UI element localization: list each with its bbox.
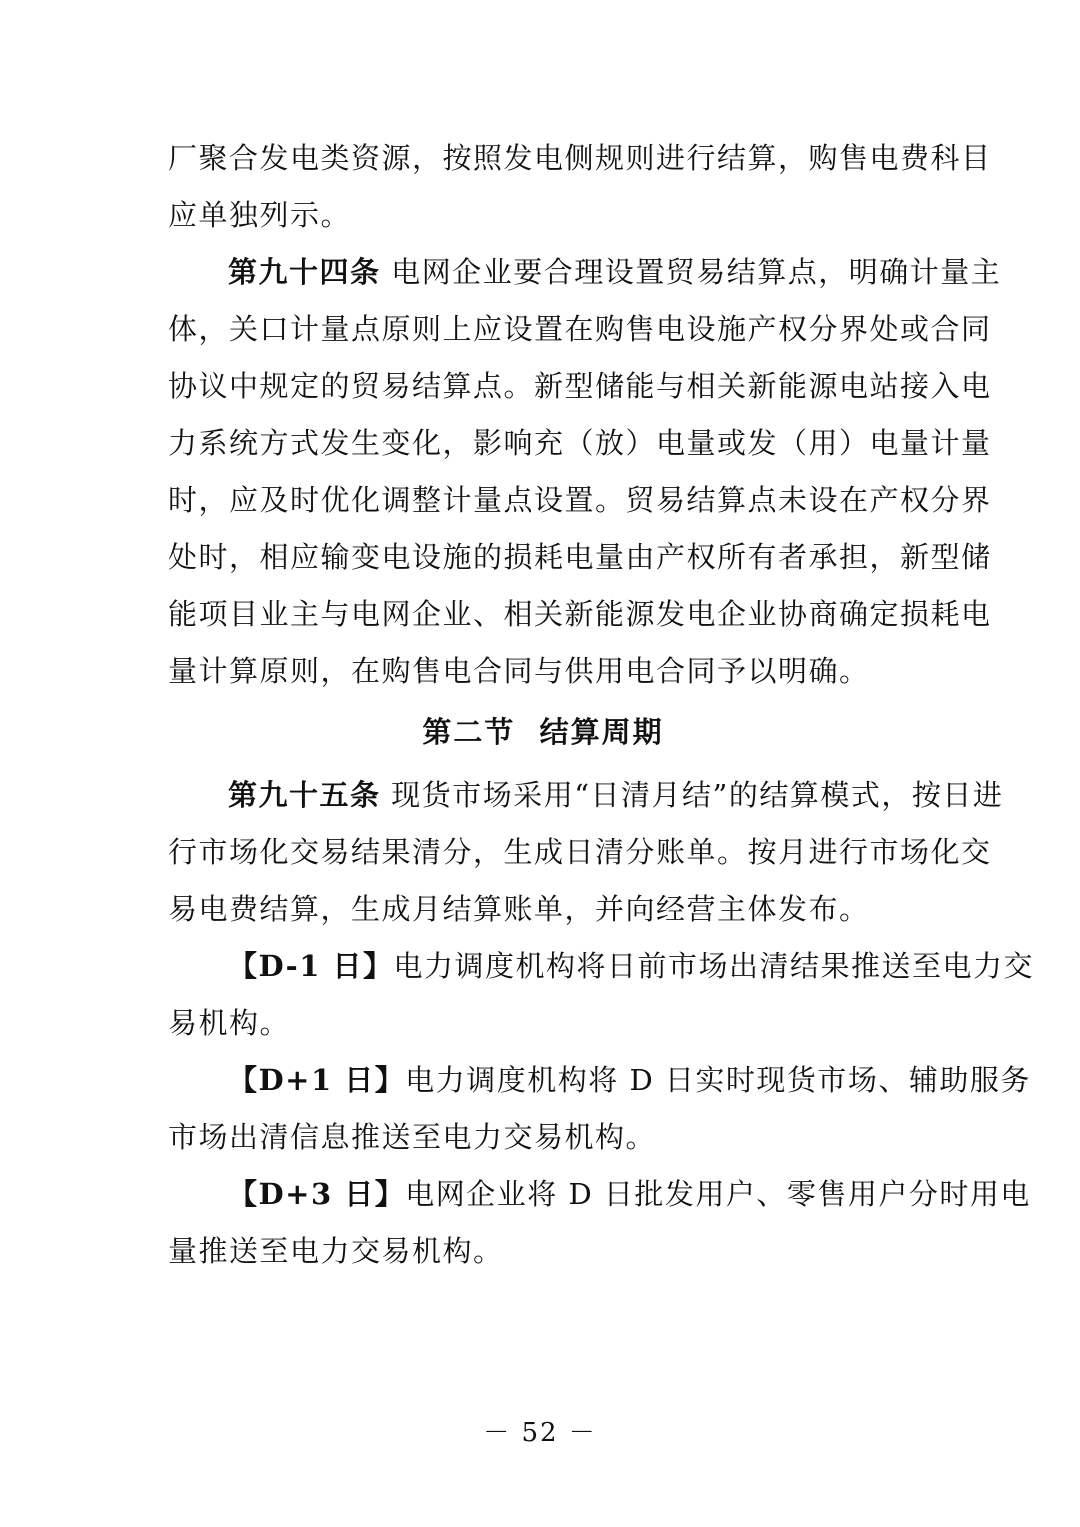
schedule-item	[168, 1052, 1031, 1166]
text-line: 体，关口计量点原则上应设置在购售电设施产权分界处或合同	[168, 312, 992, 346]
article-first-line	[168, 767, 1004, 824]
section-heading: 第二节 结算周期	[422, 715, 664, 749]
schedule-label: 【D-1 日】	[228, 949, 394, 983]
text-line: 易机构。	[168, 1006, 291, 1040]
schedule-first-line	[168, 1166, 1031, 1223]
page-number: － 52 －	[483, 1418, 597, 1448]
text-line: 应单独列示。	[168, 198, 352, 232]
paragraph-continuation	[168, 130, 992, 244]
schedule-label: 【D+1 日】	[228, 1063, 406, 1097]
article-label: 第九十四条	[228, 255, 381, 289]
text-line: 时，应及时优化调整计量点设置。贸易结算点未设在产权分界	[168, 483, 992, 517]
text-line: 行市场化交易结果清分，生成日清分账单。按月进行市场化交	[168, 835, 992, 869]
schedule-label: 【D+3 日】	[228, 1177, 406, 1211]
article-label: 第九十五条	[228, 778, 381, 812]
article-text: 现货市场采用“日清月结”的结算模式，按日进	[380, 778, 1004, 812]
text-line: 易电费结算，生成月结算账单，并向经营主体发布。	[168, 892, 870, 926]
text-line: 协议中规定的贸易结算点。新型储能与相关新能源电站接入电	[168, 369, 992, 403]
schedule-text: 电力调度机构将日前市场出清结果推送至电力交	[393, 949, 1035, 983]
schedule-first-line	[168, 938, 1035, 995]
text-line: 处时，相应输变电设施的损耗电量由产权所有者承担，新型储	[168, 540, 992, 574]
article-first-line	[168, 244, 1002, 301]
text-line: 能项目业主与电网企业、相关新能源发电企业协商确定损耗电	[168, 597, 992, 631]
text-line: 力系统方式发生变化，影响充（放）电量或发（用）电量计量	[168, 426, 992, 460]
article-text: 电网企业要合理设置贸易结算点，明确计量主	[380, 255, 1002, 289]
text-line: 量推送至电力交易机构。	[168, 1234, 504, 1268]
schedule-text: 电力调度机构将 D 日实时现货市场、辅助服务	[405, 1063, 1031, 1097]
text-line: 量计算原则，在购售电合同与供用电合同予以明确。	[168, 654, 870, 688]
schedule-first-line	[168, 1052, 1031, 1109]
schedule-item	[168, 1166, 1031, 1280]
article-94	[168, 244, 1002, 700]
schedule-text: 电网企业将 D 日批发用户、零售用户分时用电	[405, 1177, 1031, 1211]
article-95	[168, 767, 1004, 938]
schedule-item	[168, 938, 1035, 1052]
text-line: 厂聚合发电类资源，按照发电侧规则进行结算，购售电费科目	[168, 141, 992, 175]
text-line: 市场出清信息推送至电力交易机构。	[168, 1120, 657, 1154]
document-page	[168, 130, 1035, 1280]
